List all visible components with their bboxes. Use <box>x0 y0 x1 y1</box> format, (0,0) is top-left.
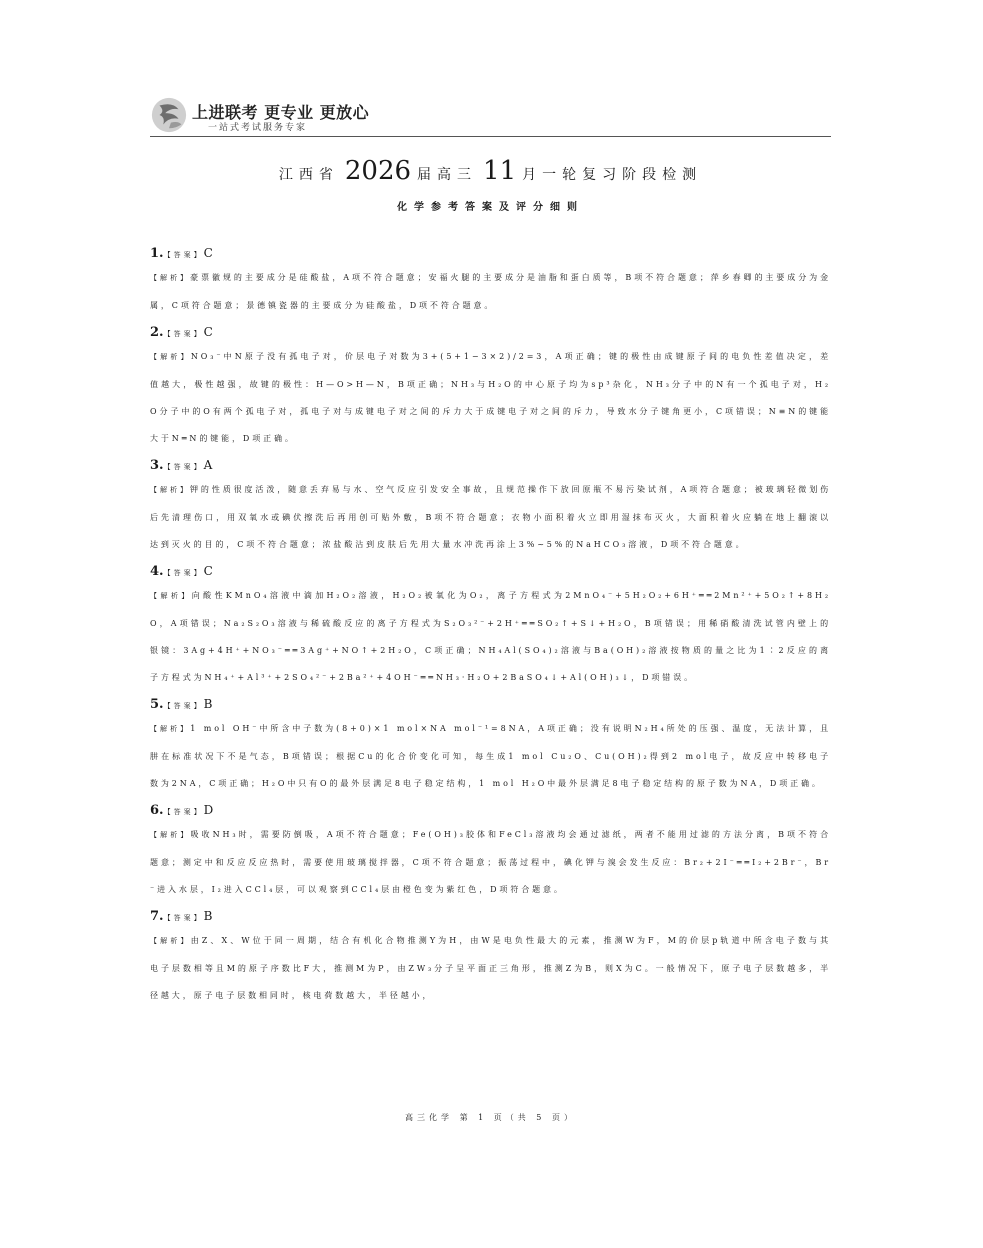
answer-tag: 【答案】 <box>163 463 204 471</box>
explanation <box>150 927 831 1009</box>
question-number: 6. <box>150 803 164 818</box>
answer-tag: 【答案】 <box>163 569 204 577</box>
question-number: 4. <box>150 564 164 579</box>
question-item <box>150 454 831 558</box>
title-month: 11 <box>483 156 517 186</box>
explanation-text: 吸收NH₃时，需要防倒吸，A项不符合题意；Fe(OH)₃胶体和FeCl₃溶液均会通过滤纸，两者不能用过滤的方法分离，B项不符合题意；测定中和反应反应热时，需要使用玻璃搅拌器，C项不符合题意；振荡过程中，碘化钾与溴会发生反应：Br₂+2I⁻══I₂+2Br⁻，Br⁻进入水层，I₂进入CCl₄层，可以观察到CCl₄层由橙色变为紫红色，D项符合题意。 <box>150 830 832 894</box>
question-item <box>150 242 831 319</box>
answer-value: C <box>203 564 213 578</box>
explanation-tag: 【解析】 <box>150 486 191 494</box>
header-divider <box>150 136 831 137</box>
explanation-tag: 【解析】 <box>150 831 191 839</box>
title-suffix: 月一轮复习阶段检测 <box>522 167 703 183</box>
explanation <box>150 343 831 452</box>
title-year: 2026 <box>344 156 412 186</box>
question-item <box>150 560 831 691</box>
explanation-text: NO₃⁻中N原子没有孤电子对，价层电子对数为3+(5+1−3×2)/2=3，A项正确；键的极性由成键原子间的电负性差值决定，差值越大，极性越强，故键的极性：H—O>H—N，B项正确；NH₃与H₂O的中心原子均为sp³杂化，NH₃分子中的N有一个孤电子对，H₂O分子中的O有两个孤电子对，孤电子对与成键电子对之间的斥力大于成键电子对之间的斥力，导致水分子键角更小，C项错误；N≡N的键能大于N═N的键能，D项正确。 <box>150 352 832 443</box>
explanation-tag: 【解析】 <box>150 274 191 282</box>
answer-tag: 【答案】 <box>163 251 204 259</box>
explanation <box>150 476 831 558</box>
page-footer: 高三化学 第 1 页（共 5 页） <box>405 1113 576 1122</box>
answer-value: B <box>203 909 213 923</box>
answer-value: B <box>203 697 213 711</box>
explanation-tag: 【解析】 <box>150 937 191 945</box>
answer-list <box>150 242 831 1011</box>
explanation <box>150 715 831 797</box>
answer-tag: 【答案】 <box>163 914 204 922</box>
answer-line <box>150 905 831 927</box>
answer-line <box>150 242 831 264</box>
brand-logo <box>150 96 370 136</box>
explanation-tag: 【解析】 <box>150 353 191 361</box>
page-subtitle: 化学参考答案及评分细则 <box>397 202 584 213</box>
answer-tag: 【答案】 <box>163 702 204 710</box>
answer-value: A <box>203 458 213 472</box>
explanation <box>150 582 831 691</box>
answer-value: D <box>203 803 214 817</box>
explanation <box>150 264 831 319</box>
answer-line <box>150 693 831 715</box>
explanation-text: 豪票徽规的主要成分是硅酸盐，A项不符合题意；安福火腿的主要成分是油脂和蛋白质等，B项不符合题意；萍乡春卿的主要成分为金属，C项符合题意；景德镇瓷器的主要成分为硅酸盐，D项不符合题意。 <box>150 273 832 310</box>
title-prefix: 江西省 <box>278 167 339 183</box>
brand-slogan: 上进联考 更专业 更放心 <box>192 103 370 122</box>
explanation <box>150 821 831 903</box>
answer-value: C <box>203 325 213 339</box>
question-item <box>150 799 831 903</box>
question-number: 2. <box>150 325 164 340</box>
question-number: 1. <box>150 246 164 261</box>
explanation-tag: 【解析】 <box>150 592 192 600</box>
question-item <box>150 693 831 797</box>
explanation-text: 1 mol OH⁻中所含中子数为(8+0)×1 mol×NA mol⁻¹=8NA，A项正确；没有说明N₂H₄所处的压强、温度，无法计算，且肼在标准状况下不是气态，B项错误；根据Cu的化合价变化可知，每生成1 mol Cu₂O、Cu(OH)₂得到2 mol电子，故反应中转移电子数为2NA，C项正确；H₂O中只有O的最外层满足8电子稳定结构，1 mol H₂O中最外层满足8电子稳定结构的原子数为NA，D项正确。 <box>150 724 831 788</box>
question-number: 3. <box>150 458 164 473</box>
question-item <box>150 905 831 1009</box>
explanation-text: 由Z、X、W位于同一周期，结合有机化合物推测Y为H，由W是电负性最大的元素，推测W为F，M的价层p轨道中所含电子数与其电子层数相等且M的原子序数比F大，推测M为P，由ZW₃分子呈平面正三角形，推测Z为B，则X为C。一般情况下，原子电子层数越多，半径越大，原子电子层数相同时，核电荷数越大，半径越小， <box>150 936 831 1000</box>
answer-value: C <box>203 246 213 260</box>
title-middle: 届高三 <box>417 167 478 183</box>
answer-line <box>150 799 831 821</box>
answer-line <box>150 321 831 343</box>
answer-line <box>150 454 831 476</box>
page-title <box>150 156 831 186</box>
question-item <box>150 321 831 452</box>
question-number: 5. <box>150 697 164 712</box>
brand-tagline: 一站式考试服务专家 <box>208 123 308 133</box>
explanation-text: 向酸性KMnO₄溶液中滴加H₂O₂溶液，H₂O₂被氧化为O₂，离子方程式为2MnO₄⁻+5H₂O₂+6H⁺══2Mn²⁺+5O₂↑+8H₂O，A项错误；Na₂S₂O₃溶液与稀硫酸反应的离子方程式为S₂O₃²⁻+2H⁺══SO₂↑+S↓+H₂O，B项错误；用稀硝酸清洗试管内壁上的银镜：3Ag+4H⁺+NO₃⁻══3Ag⁺+NO↑+2H₂O，C项正确；NH₄Al(SO₄)₂溶液与Ba(OH)₂溶液按物质的量之比为1∶2反应的离子方程式为NH₄⁺+Al³⁺+2SO₄²⁻+2Ba²⁺+4OH⁻══NH₃·H₂O+2BaSO₄↓+Al(OH)₃↓，D项错误。 <box>150 591 832 682</box>
explanation-tag: 【解析】 <box>150 725 191 733</box>
brand-emblem-icon <box>150 96 188 134</box>
answer-tag: 【答案】 <box>163 330 204 338</box>
question-number: 7. <box>150 909 164 924</box>
explanation-text: 钾的性质很度活泼，随意丢弃易与水、空气反应引发安全事故，且规范操作下放回原瓶不易污染试剂，A项符合题意；被玻璃轻微划伤后先清理伤口，用双氧水或碘伏擦洗后再用创可贴外敷，B项不符合题意；衣物小面积着火立即用湿抹布灭火，大面积着火应躺在地上翻滚以达到灭火的目的，C项不符合题意；浓盐酸沾到皮肤后先用大量水冲洗再涂上3%~5%的NaHCO₃溶液，D项不符合题意。 <box>150 485 832 549</box>
answer-tag: 【答案】 <box>163 808 204 816</box>
answer-line <box>150 560 831 582</box>
